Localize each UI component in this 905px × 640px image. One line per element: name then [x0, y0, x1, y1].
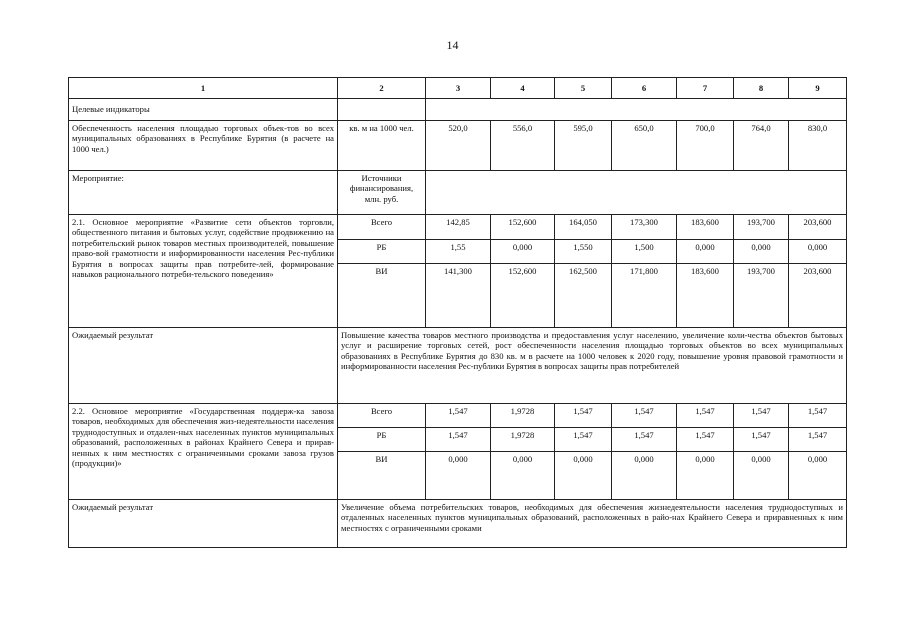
indicator-name: Обеспеченность населения площадью торговых объек-тов во всех муниципальных образованиях в Республике Бурятия (в расчете на 1000 чел.) — [69, 121, 338, 171]
funding-value: 1,547 — [555, 428, 612, 452]
funding-value: 1,547 — [789, 404, 847, 428]
header-row — [69, 78, 847, 99]
funding-value: 193,700 — [734, 264, 789, 328]
funding-value: 152,600 — [491, 264, 555, 328]
header-cell: 6 — [612, 78, 677, 99]
funding-value: 0,000 — [789, 452, 847, 500]
funding-value: 0,000 — [426, 452, 491, 500]
funding-value: 203,600 — [789, 215, 847, 240]
funding-value: 0,000 — [677, 240, 734, 264]
measure-name: 2.1. Основное мероприятие «Развитие сети объектов торговли, общественного питания и бытовых услуг, содействие продвижению на потребительский рынок товаров местных производителей, повышение право-вой грамотности и информированности населения Рес-публики Бурятия в вопросах защиты прав потребите-лей, формирование навыков рационального потреби-тельского поведения» — [69, 215, 338, 328]
funding-value: 183,600 — [677, 215, 734, 240]
result-row — [69, 328, 847, 404]
header-cell: 9 — [789, 78, 847, 99]
funding-value: 1,547 — [426, 428, 491, 452]
funding-value: 1,55 — [426, 240, 491, 264]
measure-label: Мероприятие: — [69, 171, 338, 215]
funding-source: РБ — [338, 240, 426, 264]
indicator-value: 700,0 — [677, 121, 734, 171]
funding-value: 183,600 — [677, 264, 734, 328]
funding-value: 1,500 — [612, 240, 677, 264]
funding-value: 173,300 — [612, 215, 677, 240]
indicator-value: 764,0 — [734, 121, 789, 171]
indicator-unit: кв. м на 1000 чел. — [338, 121, 426, 171]
section-indicators-label: Целевые индикаторы — [69, 99, 338, 121]
funding-value: 1,547 — [555, 404, 612, 428]
header-cell: 5 — [555, 78, 612, 99]
funding-value: 1,547 — [789, 428, 847, 452]
result-label: Ожидаемый результат — [69, 328, 338, 404]
funding-value: 0,000 — [734, 240, 789, 264]
header-cell: 8 — [734, 78, 789, 99]
page-number: 14 — [446, 38, 459, 52]
indicator-value: 556,0 — [491, 121, 555, 171]
empty-cell — [338, 99, 426, 121]
funding-source: Всего — [338, 215, 426, 240]
funding-source: ВИ — [338, 264, 426, 328]
funding-value: 1,9728 — [491, 404, 555, 428]
measure-row — [69, 215, 847, 240]
empty-cell — [426, 99, 847, 121]
result-label: Ожидаемый результат — [69, 500, 338, 548]
measure-row — [69, 404, 847, 428]
program-table — [68, 77, 847, 548]
header-cell: 2 — [338, 78, 426, 99]
header-cell: 3 — [426, 78, 491, 99]
funding-value: 1,9728 — [491, 428, 555, 452]
funding-value: 162,500 — [555, 264, 612, 328]
funding-value: 0,000 — [789, 240, 847, 264]
funding-label: Источники финансирования, млн. руб. — [338, 171, 426, 215]
funding-value: 1,547 — [677, 428, 734, 452]
funding-value: 1,547 — [612, 404, 677, 428]
funding-value: 1,547 — [426, 404, 491, 428]
result-row — [69, 500, 847, 548]
header-cell: 4 — [491, 78, 555, 99]
funding-value: 1,550 — [555, 240, 612, 264]
section-row — [69, 99, 847, 121]
funding-value: 1,547 — [612, 428, 677, 452]
funding-value: 142,85 — [426, 215, 491, 240]
funding-value: 141,300 — [426, 264, 491, 328]
funding-value: 1,547 — [734, 428, 789, 452]
funding-value: 203,600 — [789, 264, 847, 328]
funding-value: 164,050 — [555, 215, 612, 240]
funding-value: 193,700 — [734, 215, 789, 240]
funding-value: 0,000 — [555, 452, 612, 500]
header-cell: 7 — [677, 78, 734, 99]
funding-value: 1,547 — [734, 404, 789, 428]
funding-source: РБ — [338, 428, 426, 452]
funding-source: ВИ — [338, 452, 426, 500]
result-text: Повышение качества товаров местного производства и предоставления услуг населению, увеличение коли-чества объектов бытовых услуг и расширение торговых сетей, рост обеспеченности населения площадью торговых объектов во всех муниципальных образованиях в Республике Бурятия до 830 кв. м в расчете на 1000 человек к 2020 году, повышение уровня правовой грамотности и информированности населения Рес-публики Бурятия в вопросах защиты прав потребителей — [338, 328, 847, 404]
indicator-value: 520,0 — [426, 121, 491, 171]
funding-value: 0,000 — [491, 240, 555, 264]
result-text: Увеличение объема потребительских товаров, необходимых для обеспечения жизнедеятельности населения труднодоступных и отдаленных населенных пунктов муниципальных образований, расположенных в райо-нах Крайнего Севера и приравненных к ним местностях с ограниченными сроками — [338, 500, 847, 548]
funding-value: 0,000 — [612, 452, 677, 500]
funding-value: 0,000 — [491, 452, 555, 500]
funding-value: 0,000 — [677, 452, 734, 500]
measure-header-row — [69, 171, 847, 215]
funding-value: 0,000 — [734, 452, 789, 500]
indicator-row — [69, 121, 847, 171]
funding-value: 152,600 — [491, 215, 555, 240]
header-cell: 1 — [69, 78, 338, 99]
indicator-value: 650,0 — [612, 121, 677, 171]
funding-value: 171,800 — [612, 264, 677, 328]
funding-source: Всего — [338, 404, 426, 428]
measure-name: 2.2. Основное мероприятие «Государственная поддерж-ка завоза товаров, необходимых для обеспечения жиз-недеятельности населения труднодоступных и отдален-ных населенных пунктов муниципальных образований, расположенных в районах Крайнего Севера и прирав-ненных к ним местностях с ограниченными сроками завоза грузов (продукции)» — [69, 404, 338, 500]
indicator-value: 595,0 — [555, 121, 612, 171]
indicator-value: 830,0 — [789, 121, 847, 171]
funding-value: 1,547 — [677, 404, 734, 428]
empty-cell — [426, 171, 847, 215]
